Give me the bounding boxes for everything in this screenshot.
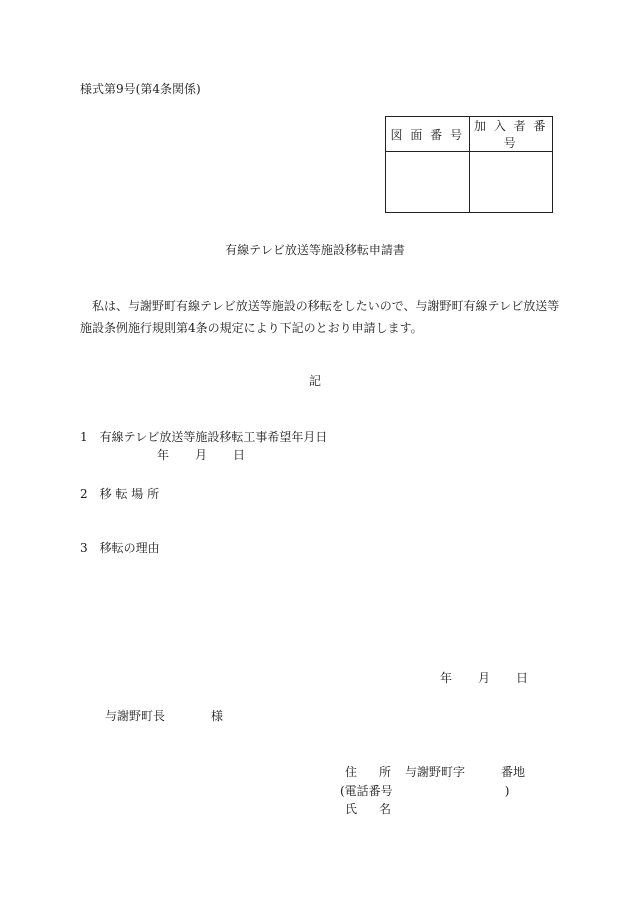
application-date[interactable] (440, 671, 528, 685)
subscriber-number-header: 加 入 者 番 号 (469, 117, 553, 152)
application-day: 日 (516, 671, 529, 685)
form-number: 様式第9号(第4条関係) (80, 82, 201, 96)
address-label-2: 所 (379, 765, 392, 779)
address-suffix: 番地 (501, 765, 526, 779)
item3-label: 3 移転の理由 (80, 541, 160, 555)
addressee (105, 709, 223, 723)
item1-month: 月 (195, 448, 208, 462)
address-prefix: 与謝野町字 (405, 765, 466, 779)
applicant-telephone[interactable] (340, 784, 509, 798)
drawing-number-cell[interactable] (386, 152, 470, 213)
drawing-number-header: 図 面 番 号 (386, 117, 470, 152)
ki-heading: 記 (308, 374, 321, 388)
application-month: 月 (478, 671, 491, 685)
item1-day: 日 (233, 448, 246, 462)
name-label-2: 名 (379, 802, 392, 816)
addressee-name: 与謝野町長 (105, 709, 166, 723)
item1-year: 年 (157, 448, 170, 462)
name-label-1: 氏 (345, 802, 358, 816)
number-table (385, 116, 553, 213)
item2-label: 2 移 転 場 所 (80, 487, 160, 501)
address-label-1: 住 (345, 765, 358, 779)
tel-open: (電話番号 (340, 784, 393, 798)
applicant-name[interactable] (345, 802, 391, 816)
subscriber-number-cell[interactable] (469, 152, 553, 213)
application-year: 年 (440, 671, 453, 685)
item1-date[interactable] (157, 448, 245, 462)
body-paragraph: 私は、与謝野町有線テレビ放送等施設の移転をしたいので、与謝野町有線テレビ放送等施設条例施行規則第4条の規定により下記のとおり申請します。 (80, 299, 560, 335)
item1-label: 1 有線テレビ放送等施設移転工事希望年月日 (80, 430, 328, 444)
document-title: 有線テレビ放送等施設移転申請書 (225, 243, 405, 257)
applicant-address[interactable] (345, 765, 525, 779)
addressee-honorific: 様 (211, 709, 224, 723)
tel-close: ) (504, 784, 510, 798)
